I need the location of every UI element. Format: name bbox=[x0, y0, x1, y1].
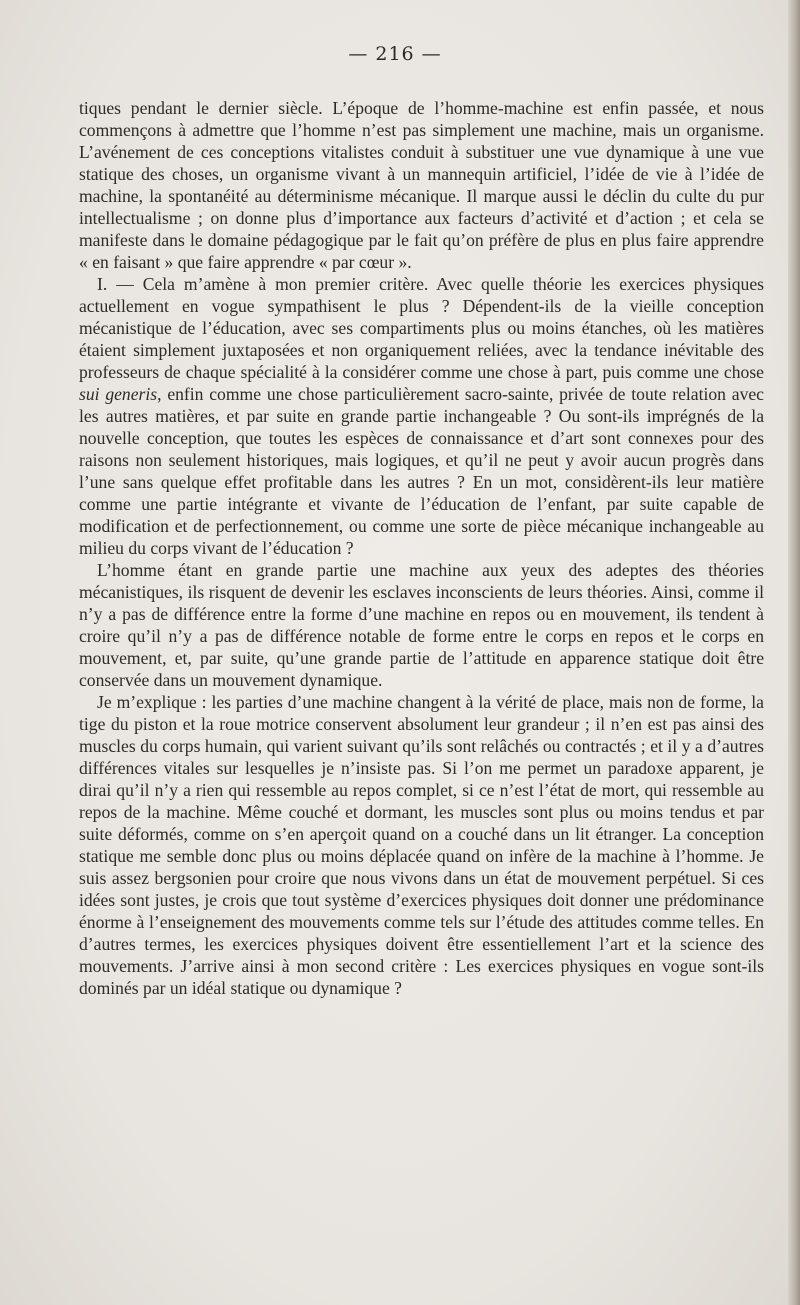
page-edge-shadow bbox=[788, 0, 800, 1305]
page-number: — 216 — bbox=[348, 43, 442, 65]
body-text bbox=[79, 97, 764, 999]
italic-term: sui generis bbox=[79, 384, 158, 404]
paragraph: tiques pendant le dernier siècle. L’époque de l’homme-machine est enfin passée, et nous commençons à admettre que l’homme n’est pas simplement une machine, mais un organisme. L’avénement de ces conceptions vitalistes conduit à substituer une vue dynamique à une vue statique des choses, un organisme vivant à un mannequin artificiel, l’idée de vie à l’idée de machine, la spontanéité au déterminisme mécanique. Il marque aussi le déclin du culte du pur intellectualisme ; on donne plus d’importance aux facteurs d’activité et d’action ; et cela se manifeste dans le domaine pédagogique par le fait qu’on préfère de plus en plus faire apprendre « en faisant » que faire apprendre « par cœur ». bbox=[79, 98, 764, 272]
paragraph bbox=[79, 273, 764, 559]
paragraph: Je m’explique : les parties d’une machine changent à la vérité de place, mais non de forme, la tige du piston et la roue motrice conservent absolument leur grandeur ; il n’en est pas ainsi des muscles du corps humain, qui varient suivant qu’ils sont relâchés ou contractés ; et il y a d’autres différences vitales sur lesquelles je n’insiste pas. Si l’on me permet un paradoxe apparent, je dirai qu’il n’y a rien qui ressemble au repos complet, si ce n’est l’état de mort, qui ressemble au repos de la machine. Même couché et dormant, les muscles sont plus ou moins tendus et par suite déformés, comme on s’en aperçoit quand on a couché dans un lit étranger. La conception statique me semble donc plus ou moins déplacée quand on infère de la machine à l’homme. Je suis assez bergsonien pour croire que nous vivons dans un état de mouvement perpétuel. Si ces idées sont justes, je crois que tout système d’exercices physiques doit donner une prédominance énorme à l’enseignement des mouvements comme tels sur l’étude des attitudes comme telles. En d’autres termes, les exercices physiques doivent être essentiellement l’art et la science des mouvements. J’arrive ainsi à mon second critère : Les exercices physiques en vogue sont-ils dominés par un idéal statique ou dynamique ? bbox=[79, 692, 764, 998]
paragraph-text: I. — Cela m’amène à mon premier critère. Avec quelle théorie les exercices physiques actuellement en vogue sympathisent le plus ? Dépendent-ils de la vieille conception mécanistique de l’éducation, avec ses compartiments plus ou moins étanches, où les matières étaient simplement juxtaposées et non organiquement reliées, avec la tendance inévitable des professeurs de chaque spécialité à la considérer comme une chose à part, puis comme une chose bbox=[79, 274, 764, 382]
paragraph: L’homme étant en grande partie une machine aux yeux des adeptes des théories mécanistiques, ils risquent de devenir les esclaves inconscients de leurs théories. Ainsi, comme il n’y a pas de différence entre la forme d’une machine en repos ou en mouvement, ils tendent à croire qu’il n’y a pas de différence notable de forme entre le corps en repos et le corps en mouvement, et, par suite, qu’une grande partie de l’attitude en apparence statique doit être conservée dans un mouvement dynamique. bbox=[79, 560, 764, 690]
paragraph-text: , enfin comme une chose particulièrement sacro-sainte, privée de toute relation avec les autres matières, et par suite en grande partie inchangeable ? Ou sont-ils imprégnés de la nouvelle conception, que toutes les espèces de connaissance et d’art sont connexes pour des raisons non seulement historiques, mais logiques, et qu’il ne peut y avoir aucun progrès dans l’une sans quelque effet profitable dans les autres ? En un mot, considèrent-ils leur matière comme une partie intégrante et vivante de l’éducation de l’enfant, par suite capable de modification et de perfectionnement, ou comme une sorte de pièce mécanique inchangeable au milieu du corps vivant de l’éducation ? bbox=[79, 384, 764, 558]
